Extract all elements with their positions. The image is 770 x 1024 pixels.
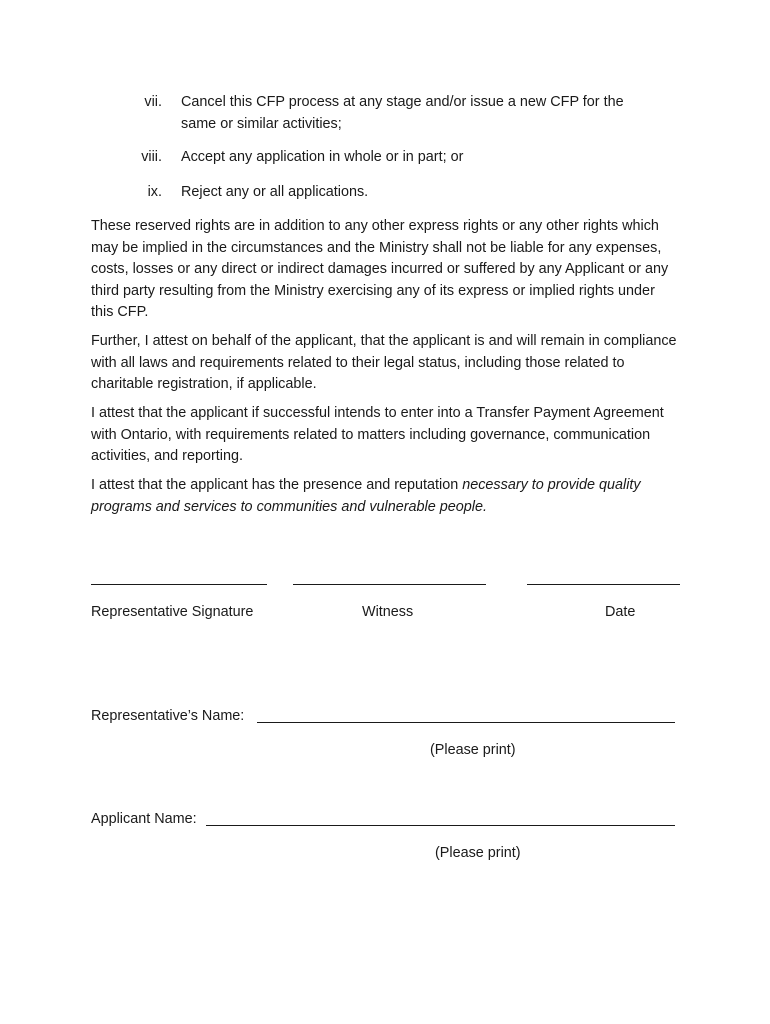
representative-name-label: Representative’s Name: (91, 708, 245, 724)
representative-signature-label: Representative Signature (91, 604, 254, 620)
witness-label: Witness (362, 604, 414, 620)
list-text: Cancel this CFP process at any stage and/or issue a new CFP for the same or similar activities; (181, 94, 624, 132)
date-label: Date (605, 604, 636, 620)
presence-plain-text: I attest that the applicant has the presence and reputation (91, 477, 463, 493)
list-number: ix. (147, 184, 162, 200)
list-number: viii. (141, 149, 162, 165)
please-print-note: (Please print) (430, 742, 516, 758)
presence-italic-text: necessary to provide quality programs and services to communities and vulnerable people. (91, 477, 641, 515)
signature-line[interactable] (91, 584, 267, 585)
paragraph-reserved-rights: These reserved rights are in addition to any other express rights or any other rights which may be implied in the circumstances and the Ministry shall not be liable for any expenses, costs, losses or any direct or indirect damages incurred or suffered by any Applicant or any third party resulting from the Ministry exercising any of its express or implied rights under this CFP. (91, 218, 669, 321)
applicant-name-label: Applicant Name: (91, 811, 197, 827)
paragraph-compliance: Further, I attest on behalf of the applicant, that the applicant is and will remain in compliance with all laws and requirements related to their legal status, including those related to charitable registration, if applicable. (91, 333, 677, 393)
witness-line[interactable] (293, 584, 486, 585)
list-text: Reject any or all applications. (181, 184, 369, 200)
paragraph-presence (91, 475, 681, 518)
please-print-note: (Please print) (435, 845, 521, 861)
paragraph-transfer-payment: I attest that the applicant if successful intends to enter into a Transfer Payment Agreement with Ontario, with requirements related to matters including governance, communication activities, and reporting. (91, 405, 664, 465)
date-line[interactable] (527, 584, 680, 585)
applicant-name-line[interactable] (206, 825, 675, 826)
representative-name-line[interactable] (257, 722, 675, 723)
representative-name-field (91, 706, 681, 730)
list-number: vii. (144, 94, 162, 110)
applicant-name-field (91, 809, 681, 833)
list-text: Accept any application in whole or in part; or (181, 149, 464, 165)
